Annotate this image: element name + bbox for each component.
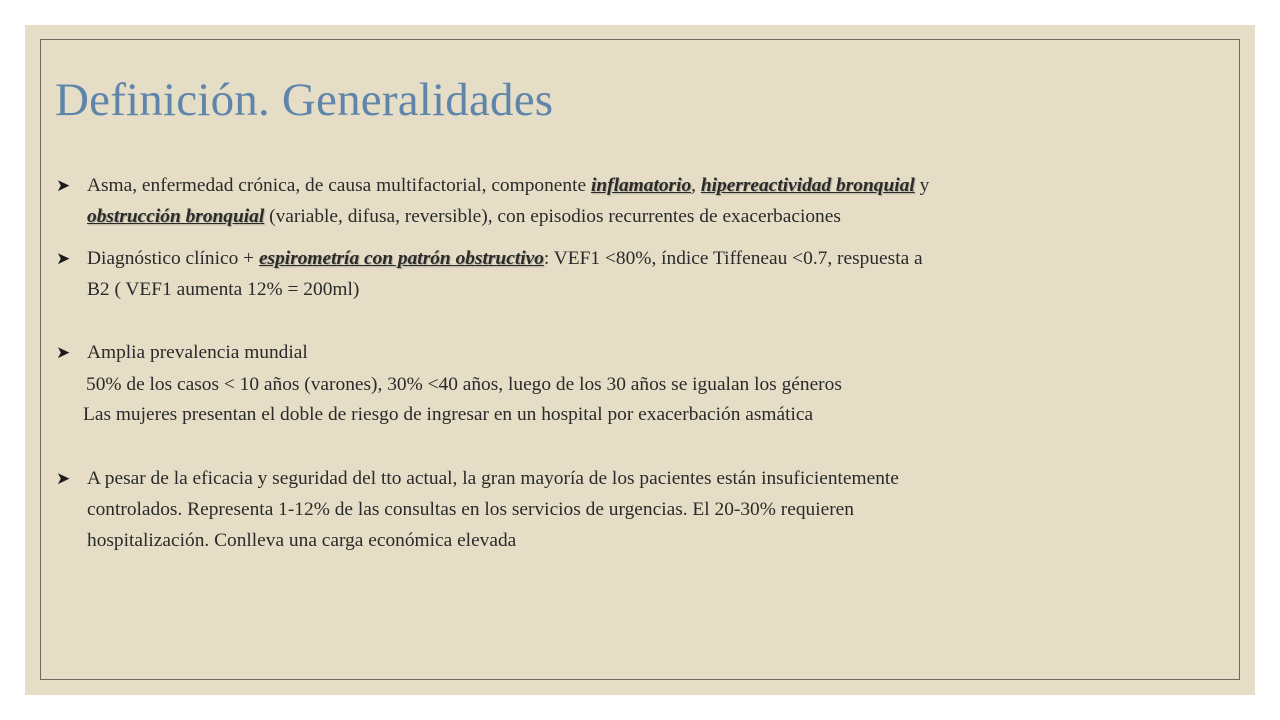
prevalence-detail-age: 50% de los casos < 10 años (varones), 30% <40 años, luego de los 30 años se igualan los géneros [86, 374, 842, 395]
arrow-right-icon: ➤ [56, 469, 71, 488]
slide-title: Definición. Generalidades [55, 74, 554, 126]
term-obstruccion: obstrucción bronquial [87, 206, 265, 227]
bullet-definition-line-1 [56, 170, 1176, 201]
text-segment: (variable, difusa, reversible), con episodios recurrentes de exacerbaciones [264, 206, 841, 227]
text-segment: Diagnóstico clínico + [87, 248, 259, 269]
arrow-right-icon: ➤ [56, 249, 71, 268]
term-hiperreactividad: hiperreactividad bronquial [700, 175, 915, 196]
term-inflamatorio: inflamatorio [590, 175, 692, 196]
prevalence-detail-women: Las mujeres presentan el doble de riesgo de ingresar en un hospital por exacerbación asmática [83, 404, 814, 425]
bullet-diagnosis-line-1 [56, 243, 1176, 274]
text-segment: : VEF1 <80%, índice Tiffeneau <0.7, respuesta a [543, 248, 923, 269]
bullet-control-line-2: controlados. Representa 1-12% de las consultas en los servicios de urgencias. El 20-30% requieren [87, 499, 854, 520]
bullet-definition-line-2 [56, 201, 1176, 232]
bullet-control-line-1: A pesar de la eficacia y seguridad del tto actual, la gran mayoría de los pacientes están insuficientemente [87, 468, 899, 489]
bullet-diagnosis [56, 243, 1176, 305]
bullet-diagnosis-line-2: B2 ( VEF1 aumenta 12% = 200ml) [87, 279, 360, 300]
text-segment: , [691, 175, 701, 196]
bullet-prevalence [56, 337, 1176, 368]
bullet-definition [56, 170, 1176, 232]
text-segment: Asma, enfermedad crónica, de causa multifactorial, componente [87, 175, 591, 196]
text-segment: y [914, 175, 930, 196]
arrow-right-icon: ➤ [56, 343, 71, 362]
arrow-right-icon: ➤ [56, 176, 71, 195]
term-espirometria: espirometría con patrón obstructivo [258, 248, 544, 269]
slide [25, 25, 1255, 695]
bullet-control-line-3: hospitalización. Conlleva una carga económica elevada [87, 530, 517, 551]
bullet-prevalence-line-1: Amplia prevalencia mundial [87, 342, 308, 363]
bullet-control [56, 463, 1176, 556]
